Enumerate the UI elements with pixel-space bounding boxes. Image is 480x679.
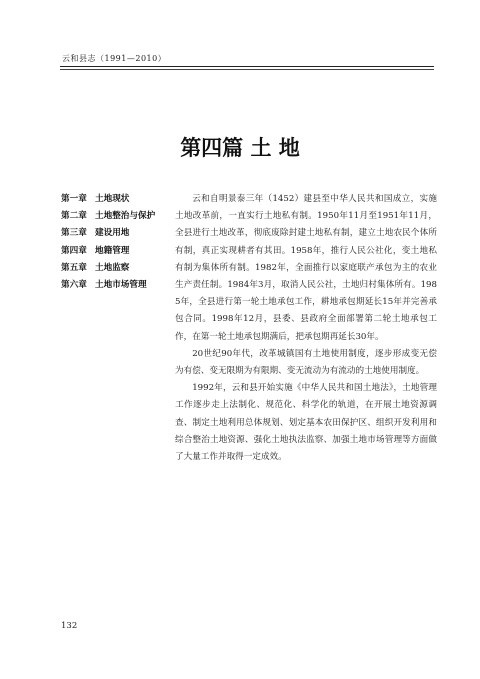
- body-paragraph: 云和自明景泰三年（1452）建县至中华人民共和国成立，实施土地改革前，一直实行土地私有制。1950年11月至1951年11月，全县进行土地改革，彻底废除封建土地私有制，建立土地农民个体所有制，真正实现耕者有其田。1958年，推行人民公社化，变土地私有制为集体所有制。1982年，全面推行以家庭联产承包为主的农业生产责任制。1984年3月，取消人民公社，土地归村集体所有。1985年，全县进行第一轮土地承包工作，耕地承包期延长15年并完善承包合同。1998年12月，县委、县政府全面部署第二轮土地承包工作，在第一轮土地承包期满后，把承包期再延长30年。: [175, 194, 437, 342]
- header-rule-thin: [60, 69, 434, 70]
- header-rule-thick: [60, 66, 434, 67]
- body-text: [175, 191, 437, 466]
- chapter-item[interactable]: [61, 260, 181, 277]
- chapter-item[interactable]: [61, 225, 181, 242]
- chapter-number: 第三章: [61, 228, 87, 239]
- chapter-list: [61, 191, 181, 294]
- body-paragraph: 1992年，云和县开始实施《中华人民共和国土地法》，土地管理工作逐步走上法制化、规范化、科学化的轨道，在开展土地资源调查、制定土地利用总体规划、划定基本农田保护区、组织开发利用和综合整治土地资源、强化土地执法监察、加强土地市场管理等方面做了大量工作并取得一定成效。: [175, 383, 437, 463]
- chapter-number: 第四章: [61, 245, 87, 256]
- chapter-number: 第一章: [61, 194, 87, 204]
- chapter-title: 土地市场管理: [95, 279, 147, 290]
- page-number: 132: [61, 621, 78, 631]
- chapter-item[interactable]: [61, 191, 181, 208]
- chapter-item[interactable]: [61, 277, 181, 294]
- chapter-title: 土地监察: [95, 262, 130, 273]
- body-paragraph: 20世纪90年代，改革城镇国有土地使用制度，逐步形成变无偿为有偿、变无限期为有限期、变无流动为有流动的土地使用制度。: [175, 348, 437, 377]
- part-title: 第四篇 土 地: [180, 136, 300, 160]
- chapter-number: 第六章: [61, 279, 87, 290]
- chapter-title: 土地整治与保护: [95, 211, 156, 222]
- chapter-title: 地籍管理: [95, 245, 130, 256]
- chapter-number: 第二章: [61, 211, 87, 222]
- chapter-number: 第五章: [61, 262, 87, 273]
- chapter-item[interactable]: [61, 208, 181, 225]
- chapter-item[interactable]: [61, 243, 181, 260]
- running-header: 云和县志（1991—2010）: [62, 54, 167, 63]
- chapter-title: 建设用地: [95, 228, 130, 239]
- chapter-title: 土地现状: [95, 194, 130, 204]
